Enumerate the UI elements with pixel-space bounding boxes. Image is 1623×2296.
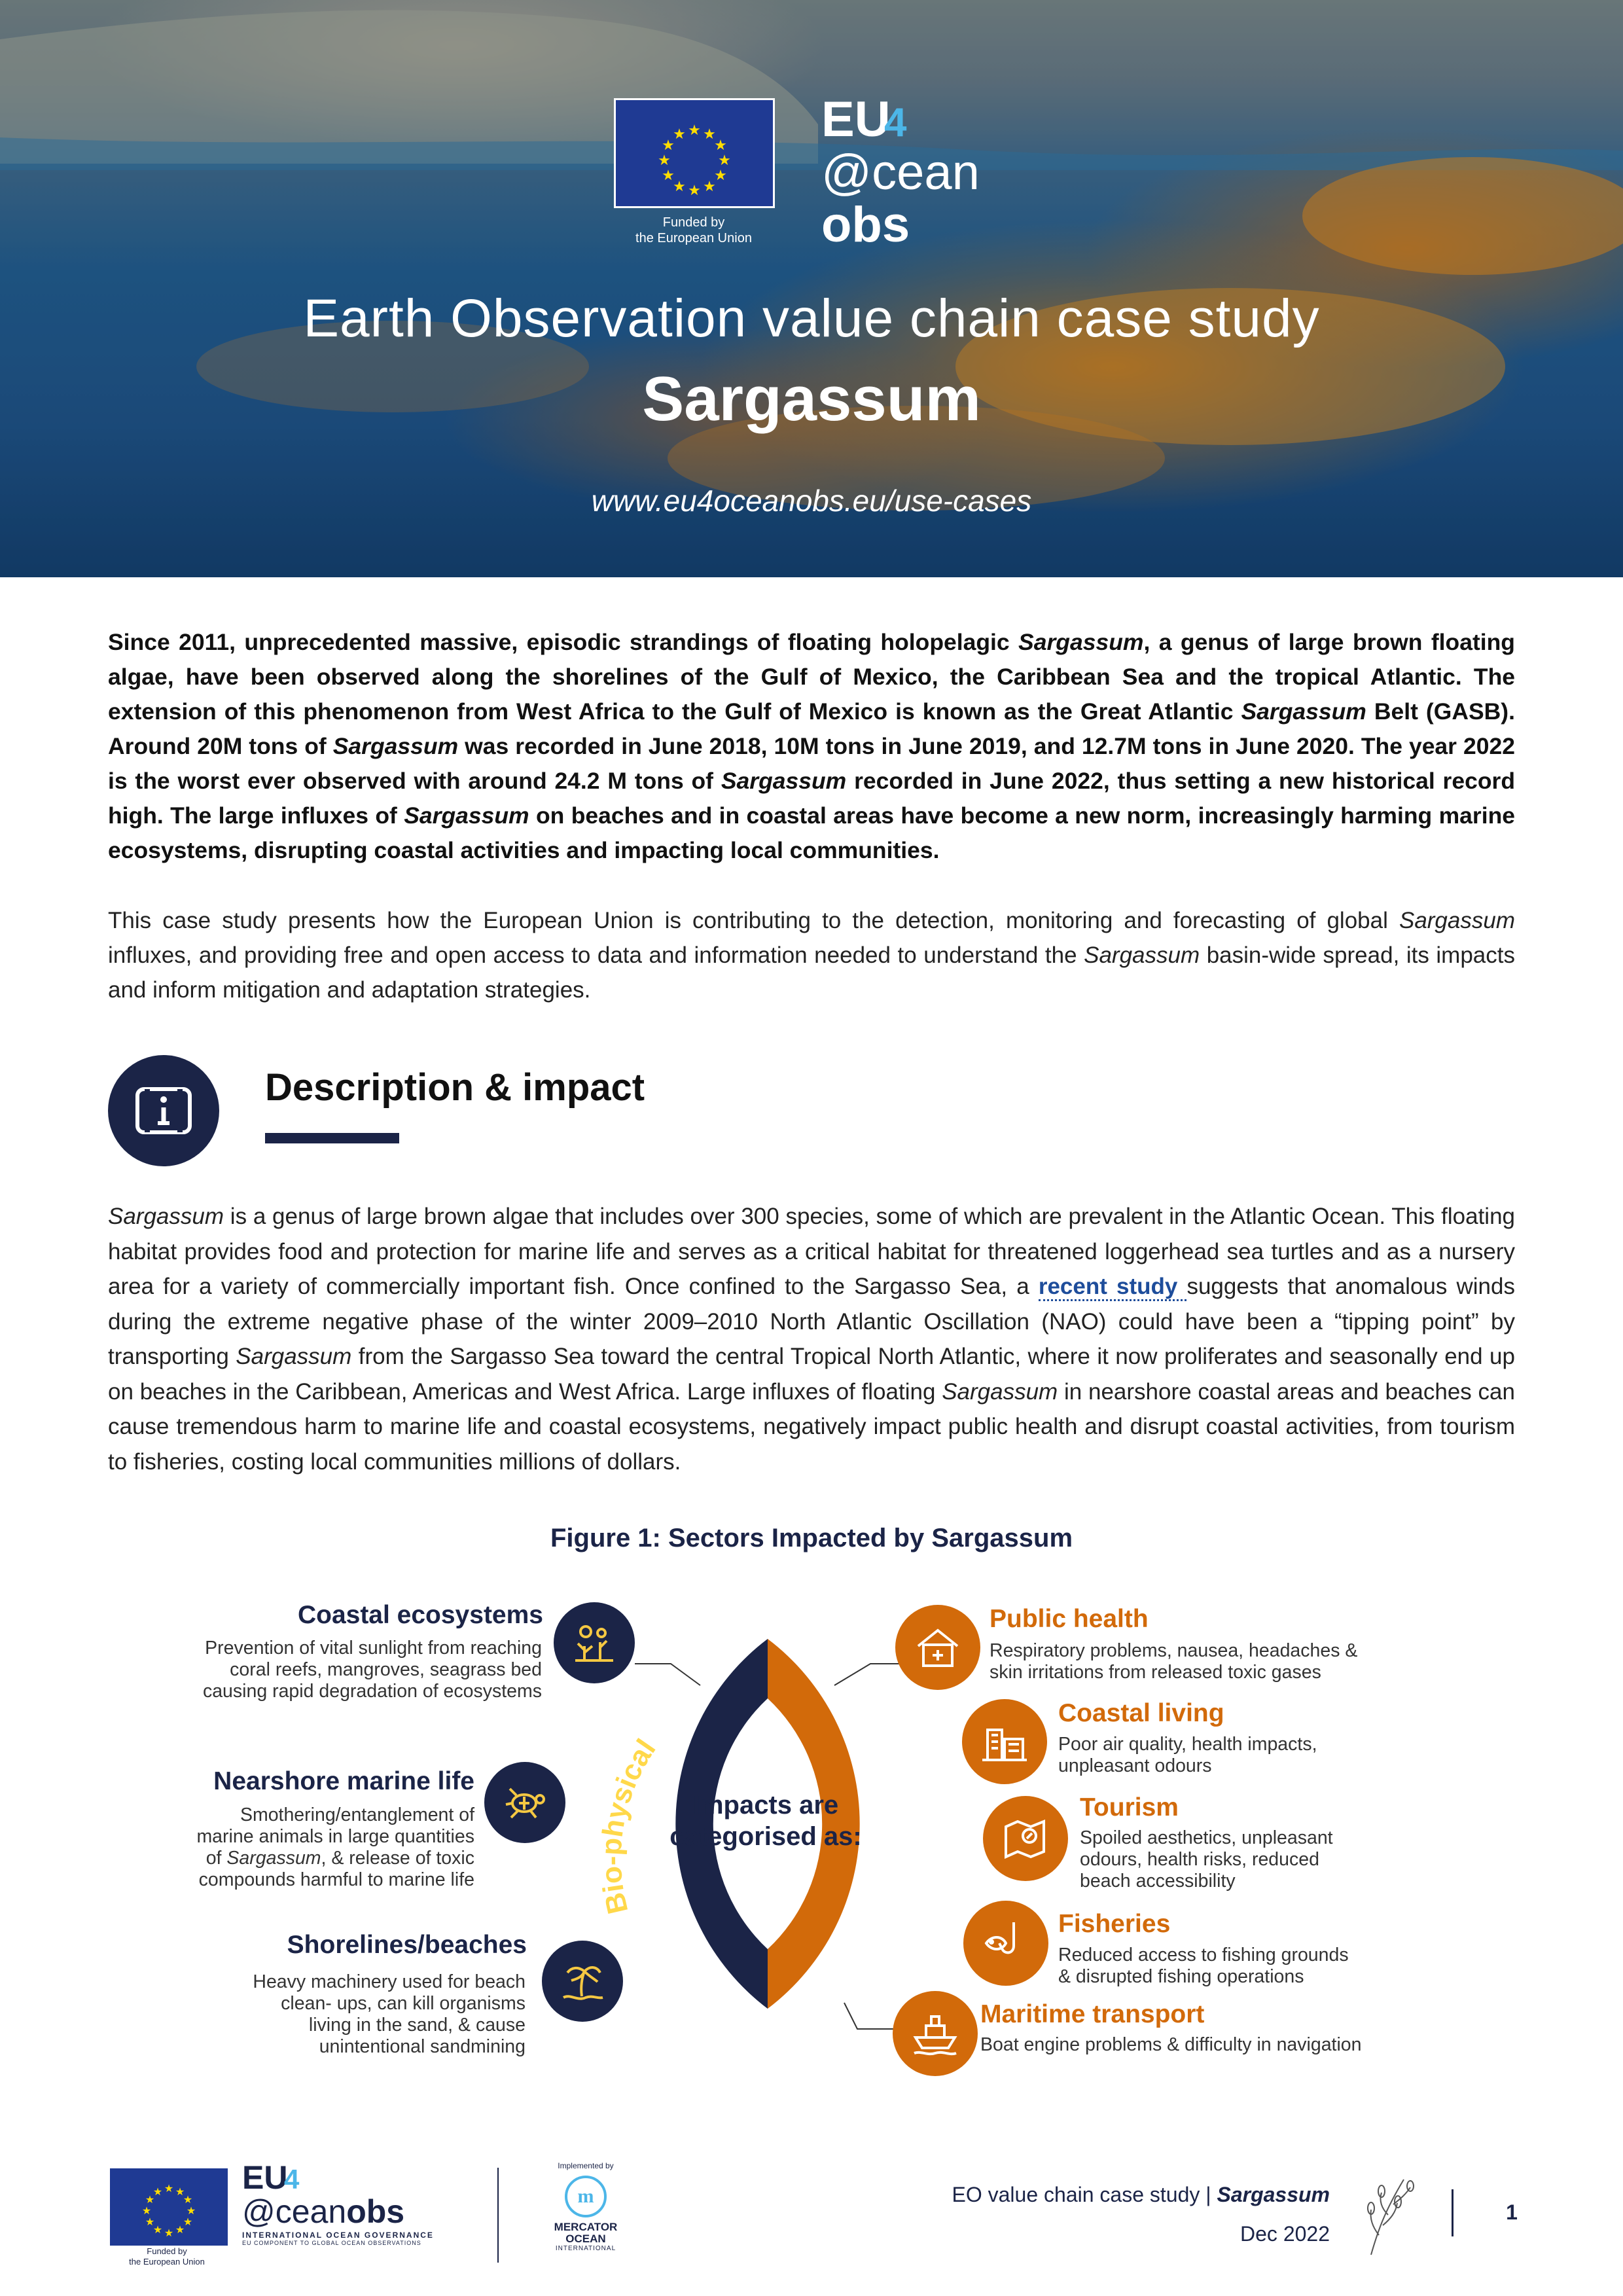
mercator-line-1: MERCATOR — [554, 2221, 618, 2233]
eu-flag-logo — [614, 98, 775, 208]
logo-ocean-text: @cean — [242, 2193, 347, 2230]
section-title: Description & impact — [265, 1066, 645, 1109]
eu-funded-caption — [615, 215, 772, 246]
logo-obs-text: obs — [346, 2193, 405, 2230]
svg-text:★: ★ — [183, 2193, 193, 2206]
bio-physical-label: Bio-physical — [595, 1733, 662, 1917]
mercator-symbol-icon: m — [565, 2176, 607, 2217]
description-line: Prevention of vital sunlight from reaching — [205, 1638, 542, 1659]
description-paragraph — [108, 1199, 1515, 1479]
eu4oceanobs-logo — [821, 93, 980, 251]
buildings-icon — [962, 1699, 1047, 1784]
svg-text:★: ★ — [714, 168, 727, 184]
svg-text:★: ★ — [673, 126, 686, 143]
footer-eu-flag-logo — [108, 2166, 230, 2248]
sea-turtle-icon — [484, 1762, 565, 1843]
implemented-by-label: Implemented by — [558, 2161, 614, 2170]
nearshore-marine-life-title: Nearshore marine life — [213, 1767, 474, 1795]
description-line: living in the sand, & cause — [308, 2015, 526, 2036]
intro-italic: Sargassum — [721, 768, 847, 794]
intro-text: on beaches and in coastal areas have become a new norm, increasingly harming marine ecosystems, disrupting coastal activities and impacting local communities. — [108, 802, 1515, 863]
logo-obs-text: obs — [821, 197, 910, 253]
description-line: Spoiled aesthetics, unpleasant — [1080, 1827, 1333, 1848]
description-line: beach accessibility — [1080, 1871, 1236, 1892]
svg-text:★: ★ — [703, 179, 716, 195]
footer-eu4oceanobs-logo — [242, 2160, 434, 2246]
description-line: & disrupted fishing operations — [1058, 1966, 1304, 1987]
public-health-description — [990, 1640, 1461, 1683]
intro-text: influxes, and providing free and open access to data and information needed to understand the — [108, 942, 1084, 968]
description-line — [98, 1848, 474, 1869]
description-italic: Sargassum — [226, 1848, 321, 1869]
fisheries-title: Fisheries — [1058, 1910, 1171, 1938]
shorelines-beaches-title: Shorelines/beaches — [287, 1931, 527, 1959]
fisheries-description — [1058, 1945, 1451, 1988]
svg-text:★: ★ — [714, 137, 727, 154]
svg-text:★: ★ — [186, 2204, 196, 2217]
intro-case-study-text — [108, 903, 1515, 1007]
svg-text:★: ★ — [688, 183, 701, 199]
logo-eu-text: EU — [242, 2159, 288, 2196]
description-text: of — [205, 1848, 227, 1869]
intro-italic: Sargassum — [1084, 942, 1200, 968]
description-line: Poor air quality, health impacts, — [1058, 1734, 1317, 1755]
logo-four-text: 4 — [884, 100, 907, 145]
intro-text: basin-wide spread, its impacts and inform mitigation and adaptation strategies. — [108, 942, 1515, 1003]
svg-text:★: ★ — [688, 122, 701, 139]
center-line-2: categorised as: — [669, 1822, 862, 1851]
intro-text: This case study presents how the European Union is contributing to the detection, monitoring and forecasting of global — [108, 908, 1399, 933]
description-text: in nearshore coastal areas and beaches can cause tremendous harm to marine life and coastal ecosystems, negatively impact public health and disrupt coastal activities, from tourism to fisheries, costing local communities millions of dollars. — [108, 1378, 1515, 1475]
intro-italic: Sargassum — [1241, 698, 1366, 725]
description-italic: Sargassum — [236, 1344, 352, 1369]
funded-line-2: the European Union — [129, 2257, 205, 2267]
description-line: clean- ups, can kill organisms — [281, 1993, 526, 2014]
map-compass-icon — [983, 1796, 1068, 1881]
description-line: Heavy machinery used for beach — [253, 1971, 526, 1992]
intro-text: recorded in June 2022, thus setting a new historical record high. The large influxes of — [108, 768, 1516, 829]
svg-text:★: ★ — [175, 2223, 185, 2236]
description-italic: Sargassum — [942, 1378, 1058, 1405]
description-line: odours, health risks, reduced — [1080, 1849, 1319, 1870]
svg-text:★: ★ — [164, 2227, 174, 2239]
page-number: 1 — [1506, 2200, 1518, 2224]
case-name: Sargassum — [1217, 2183, 1330, 2206]
hospital-icon — [895, 1605, 980, 1690]
svg-text:★: ★ — [141, 2204, 152, 2217]
coastal-living-title: Coastal living — [1058, 1699, 1224, 1727]
logo-ocean-text: @cean — [821, 145, 980, 200]
description-text: is a genus of large brown algae that includes over 300 species, some of which are prevalent in the Atlantic Ocean. This floating habitat provides food and protection for marine life and serves as a critical habitat for threatened loggerhead sea turtles and as a nursery area for a variety of commercially important fish. Once confined to the Sargasso Sea, a — [108, 1204, 1515, 1299]
svg-text:★: ★ — [662, 168, 675, 184]
description-line: Respiratory problems, nausea, headaches & — [990, 1640, 1358, 1661]
connector-line — [844, 2003, 897, 2029]
center-line-1: Impacts are — [692, 1791, 839, 1820]
intro-italic: Sargassum — [332, 733, 459, 759]
description-line: unintentional sandmining — [319, 2036, 526, 2057]
logo-tagline-1: INTERNATIONAL OCEAN GOVERNANCE — [242, 2231, 434, 2240]
description-line: Reduced access to fishing grounds — [1058, 1945, 1349, 1965]
description-line: Boat engine problems & difficulty in navigation — [980, 2034, 1362, 2055]
intro-summary — [108, 625, 1515, 868]
svg-text:★: ★ — [703, 126, 716, 143]
intro-italic: Sargassum — [1399, 908, 1515, 933]
page-title: Earth Observation value chain case study — [303, 289, 1320, 348]
nearshore-marine-life-description — [98, 1804, 474, 1891]
eu-stars-icon — [110, 2168, 228, 2246]
svg-text:★: ★ — [164, 2182, 174, 2195]
description-line: compounds harmful to marine life — [198, 1869, 474, 1890]
description-text: , & release of toxic — [321, 1848, 474, 1869]
description-text: suggests that anomalous winds during the extreme negative phase of the winter 2009–2010 North Atlantic Oscillation (NAO) could have been a “tipping point” by transporting — [108, 1274, 1515, 1369]
tourism-title: Tourism — [1080, 1793, 1179, 1821]
svg-text:★: ★ — [718, 152, 731, 169]
footer-case-study-label — [903, 2183, 1330, 2207]
logo-eu-text: EU — [821, 92, 891, 147]
mercator-line-3: INTERNATIONAL — [555, 2245, 616, 2252]
intro-italic: Sargassum — [1018, 629, 1144, 655]
coral-reef-icon — [554, 1602, 635, 1683]
intro-text: was recorded in June 2018, 10M tons in June 2019, and 12.7M tons in June 2020. The year 2022 is the worst ever observed with around 24.2 M tons of — [108, 733, 1515, 794]
description-line: coral reefs, mangroves, seagrass bed — [230, 1659, 542, 1680]
description-line: unpleasant odours — [1058, 1755, 1212, 1776]
eu-stars-icon — [616, 100, 773, 206]
svg-text:★: ★ — [145, 2193, 155, 2206]
footer-page-divider — [1452, 2189, 1454, 2236]
svg-text:★: ★ — [152, 2185, 163, 2198]
maritime-transport-description — [980, 2034, 1478, 2056]
footer-date: Dec 2022 — [1240, 2222, 1330, 2246]
diagram-center-label — [628, 1789, 903, 1852]
info-icon — [108, 1055, 219, 1166]
connector-line — [635, 1664, 700, 1685]
description-line: causing rapid degradation of ecosystems — [202, 1681, 542, 1702]
ship-icon — [893, 1991, 978, 2076]
svg-text:★: ★ — [183, 2215, 193, 2228]
funded-line-1: Funded by — [147, 2246, 187, 2256]
case-prefix: EO value chain case study | — [952, 2183, 1217, 2206]
shorelines-beaches-description — [131, 1971, 526, 2058]
intro-italic: Sargassum — [404, 802, 529, 829]
svg-text:★: ★ — [152, 2223, 163, 2236]
coastal-ecosystems-title: Coastal ecosystems — [297, 1601, 543, 1629]
intro-text: Since 2011, unprecedented massive, episodic strandings of floating holopelagic — [108, 629, 1019, 655]
hero-banner — [0, 0, 1623, 577]
palm-beach-icon — [542, 1941, 623, 2022]
intro-text: Belt (GASB). Around 20M tons of — [108, 698, 1515, 759]
description-line: Smothering/entanglement of — [240, 1804, 474, 1825]
funded-line-1: Funded by — [662, 215, 725, 230]
public-health-title: Public health — [990, 1605, 1149, 1633]
seaweed-icon — [1358, 2166, 1417, 2258]
description-text: from the Sargasso Sea toward the central Tropical North Atlantic, where it now proliferates and seasonally end up on beaches in the Caribbean, Americas and West Africa. Large influxes of floating — [108, 1344, 1515, 1405]
footer-divider — [497, 2168, 499, 2263]
logo-four-text: 4 — [284, 2164, 300, 2195]
use-cases-link[interactable]: www.eu4oceanobs.eu/use-cases — [591, 484, 1032, 518]
svg-text:★: ★ — [175, 2185, 185, 2198]
logo-tagline-2: EU COMPONENT TO GLOBAL OCEAN OBSERVATIONS — [242, 2240, 421, 2246]
section-underline — [265, 1133, 399, 1143]
recent-study-link[interactable]: recent study — [1039, 1274, 1187, 1301]
footer-funded-caption — [98, 2246, 236, 2267]
description-line: marine animals in large quantities — [196, 1826, 474, 1847]
mercator-line-2: OCEAN — [565, 2233, 606, 2245]
intro-text: , a genus of large brown floating algae, have been observed along the shorelines of the Gulf of Mexico, the Caribbean Sea and the tropical Atlantic. The extension of this phenomenon from West Africa to the Gulf of Mexico is known as the Great Atlantic — [108, 629, 1515, 725]
funded-line-2: the European Union — [635, 231, 752, 245]
maritime-transport-title: Maritime transport — [980, 2000, 1205, 2028]
mercator-ocean-logo — [524, 2161, 648, 2252]
description-line: skin irritations from released toxic gases — [990, 1662, 1321, 1683]
coastal-ecosystems-description — [131, 1638, 542, 1702]
figure-title: Figure 1: Sectors Impacted by Sargassum — [550, 1524, 1073, 1552]
page-subtitle: Sargassum — [642, 364, 981, 434]
tourism-description — [1080, 1827, 1472, 1892]
connector-line — [834, 1664, 903, 1685]
description-italic: Sargassum — [108, 1204, 224, 1229]
coastal-living-description — [1058, 1734, 1451, 1777]
svg-text:★: ★ — [145, 2215, 155, 2228]
svg-text:★: ★ — [662, 137, 675, 154]
svg-text:★: ★ — [673, 179, 686, 195]
svg-text:★: ★ — [658, 152, 671, 169]
socio-economic-label: Socio-economic — [846, 1696, 943, 1924]
fishing-hook-icon — [963, 1901, 1048, 1986]
